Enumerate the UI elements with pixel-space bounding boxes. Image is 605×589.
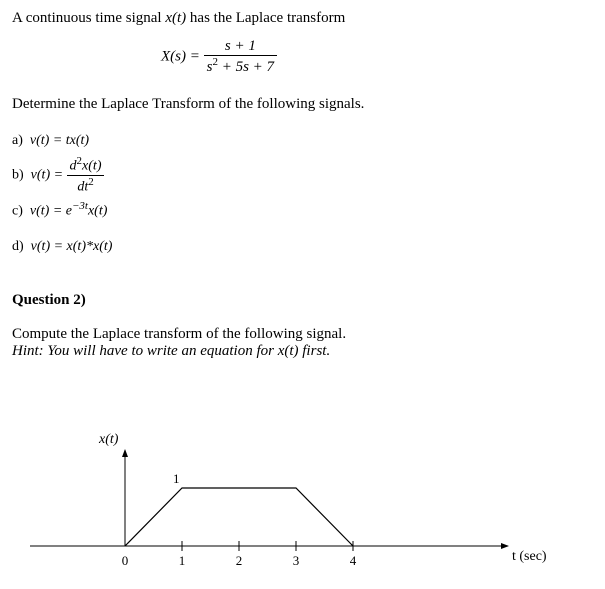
x-tick-label-0: 0 [121, 553, 129, 568]
signal-waveform [125, 488, 353, 546]
transform-lhs: X(s) = [161, 48, 200, 65]
x-tick-label-1: 1 [178, 553, 186, 568]
intro-signal: x(t) [165, 10, 187, 26]
x-tick-label-2: 2 [235, 553, 243, 568]
transform-numerator: s + 1 [204, 38, 277, 56]
part-c-lhs: v(t) = e [29, 203, 72, 219]
part-c-label: c) [12, 203, 23, 219]
x-axis-label: t (sec) [512, 549, 547, 564]
y-value-label: 1 [173, 471, 180, 486]
instruction-text: Determine the Laplace Transform of the following signals. [12, 96, 365, 112]
x-tick-label-3: 3 [292, 553, 300, 568]
question2-hint: Hint: You will have to write an equation for x(t) first. [12, 343, 331, 359]
x-tick-label-4: 4 [349, 553, 357, 568]
part-b-label: b) [12, 167, 24, 183]
part-c-rest: x(t) [87, 203, 108, 219]
part-a-expr: v(t) = tx(t) [29, 133, 90, 148]
part-c-exponent: −3t [71, 200, 88, 212]
intro-text-before: A continuous time signal [12, 10, 166, 26]
part-a-label: a) [12, 133, 23, 148]
intro-text-after: has the Laplace transform [186, 10, 346, 26]
part-b-denominator: $dt^2$ [77, 175, 94, 195]
part-d-expr: v(t) = x(t)*x(t) [30, 239, 113, 254]
part-d-label: d) [12, 239, 24, 254]
question2-heading: Question 2) [12, 292, 86, 308]
question2-prompt: Compute the Laplace transform of the following signal. [12, 326, 347, 342]
y-axis-label: x(t) [99, 432, 119, 447]
transform-denominator: $s^2 + 5s + 7$ [206, 56, 275, 75]
part-b-numerator: $d^2x(t)$ [67, 155, 105, 176]
part-b-lhs: v(t) = [30, 167, 64, 183]
